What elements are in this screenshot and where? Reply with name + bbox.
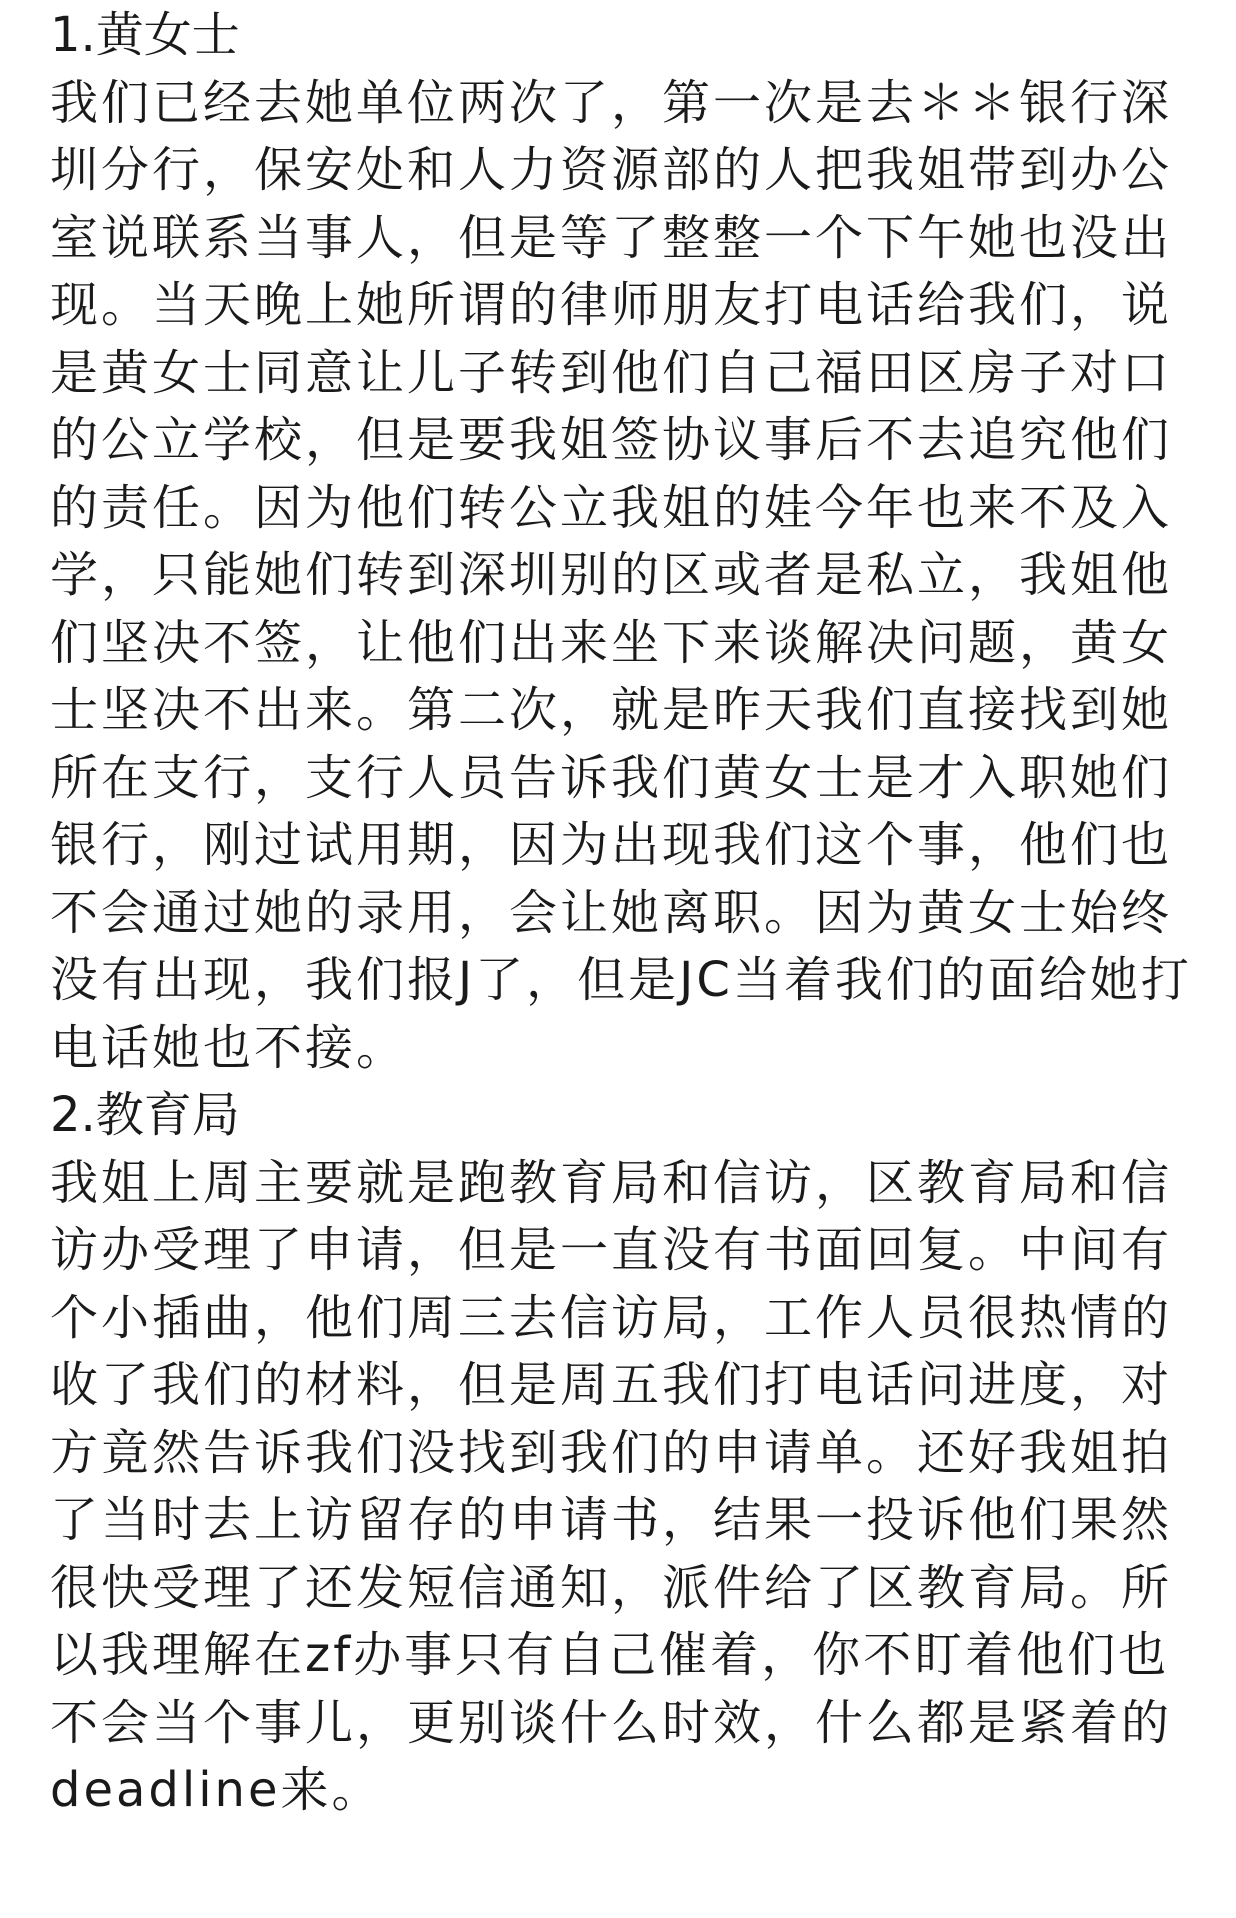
section-heading-education-bureau: 2.教育局 (50, 1087, 240, 1143)
paragraph-line: 士坚决不出来。第二次，就是昨天我们直接找到她 (50, 682, 1173, 738)
section-heading-huang: 1.黄女士 (50, 7, 240, 63)
paragraph-line: 我姐上周主要就是跑教育局和信访，区教育局和信 (50, 1154, 1173, 1211)
section-body-huang (50, 70, 1190, 1083)
paragraph-line: 不会当个事儿，更别谈什么时效，什么都是紧着的 (50, 1694, 1173, 1751)
section-body-education-bureau (50, 1150, 1190, 1825)
paragraph-line: 现。当天晚上她所谓的律师朋友打电话给我们，说 (50, 277, 1173, 333)
paragraph-line: 银行，刚过试用期，因为出现我们这个事，他们也 (50, 817, 1173, 873)
paragraph-line: 电话她也不接。 (50, 1019, 408, 1076)
paragraph-line: 以我理解在zf办事只有自己催着，你不盯着他们也 (50, 1627, 1170, 1683)
paragraph-line: 学，只能她们转到深圳别的区或者是私立，我姐他 (50, 547, 1173, 603)
paragraph-line: 不会通过她的录用，会让她离职。因为黄女士始终 (50, 884, 1173, 941)
paragraph-line: 很快受理了还发短信通知，派件给了区教育局。所 (50, 1559, 1173, 1616)
document-body (50, 2, 1190, 1825)
paragraph-line: 室说联系当事人，但是等了整整一个下午她也没出 (50, 209, 1173, 266)
paragraph-line: 访办受理了申请，但是一直没有书面回复。中间有 (50, 1222, 1173, 1278)
paragraph-line: 是黄女士同意让儿子转到他们自己福田区房子对口 (50, 344, 1173, 401)
paragraph-line: deadline来。 (50, 1762, 383, 1818)
paragraph-line: 我们已经去她单位两次了，第一次是去＊＊银行深 (50, 74, 1173, 131)
paragraph-line: 的责任。因为他们转公立我姐的娃今年也来不及入 (50, 479, 1173, 536)
paragraph-line: 了当时去上访留存的申请书，结果一投诉他们果然 (50, 1492, 1173, 1548)
paragraph-line: 的公立学校，但是要我姐签协议事后不去追究他们 (50, 412, 1173, 468)
paragraph-line: 没有出现，我们报J了，但是JC当着我们的面给她打 (50, 952, 1192, 1008)
paragraph-line: 们坚决不签，让他们出来坐下来谈解决问题，黄女 (50, 614, 1173, 671)
paragraph-line: 个小插曲，他们周三去信访局，工作人员很热情的 (50, 1289, 1173, 1346)
paragraph-line: 收了我们的材料，但是周五我们打电话问进度，对 (50, 1357, 1173, 1413)
paragraph-line: 圳分行，保安处和人力资源部的人把我姐带到办公 (50, 142, 1173, 198)
paragraph-line: 所在支行，支行人员告诉我们黄女士是才入职她们 (50, 749, 1173, 806)
paragraph-line: 方竟然告诉我们没找到我们的申请单。还好我姐拍 (50, 1424, 1173, 1481)
